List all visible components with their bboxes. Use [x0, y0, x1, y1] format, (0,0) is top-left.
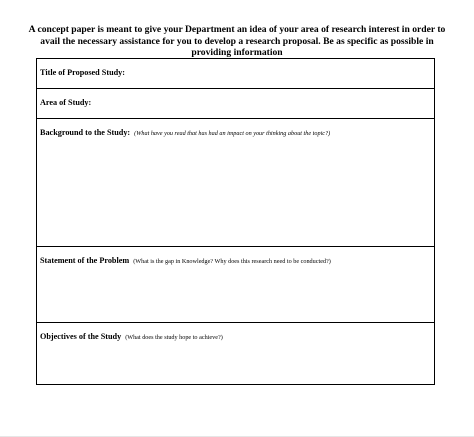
area-of-study-label: Area of Study: — [40, 98, 92, 107]
problem-statement-label: Statement of the Problem — [40, 256, 130, 265]
instructions-line: A concept paper is meant to give your Department an idea of your area of research interest in order to — [28, 24, 446, 35]
instructions-line: providing information — [191, 47, 283, 58]
problem-statement-field[interactable] — [37, 247, 434, 323]
background-label: Background to the Study: — [40, 128, 131, 137]
objectives-hint: (What does the study hope to achieve?) — [125, 334, 223, 341]
title-field[interactable] — [37, 59, 434, 89]
background-field[interactable] — [37, 119, 434, 247]
concept-paper-form — [36, 58, 435, 385]
background-hint: (What have you read that has had an impact on your thinking about the topic?) — [134, 130, 331, 137]
instructions-text — [20, 24, 454, 59]
problem-statement-hint: (What is the gap in Knowledge? Why does this research need to be conducted?) — [133, 258, 331, 265]
instructions-line: avail the necessary assistance for you to develop a research proposal. Be as specific as possible in — [40, 35, 434, 47]
objectives-label: Objectives of the Study — [40, 332, 122, 341]
objectives-field[interactable] — [37, 323, 434, 384]
area-of-study-field[interactable] — [37, 89, 434, 119]
title-label: Title of Proposed Study: — [40, 68, 125, 77]
